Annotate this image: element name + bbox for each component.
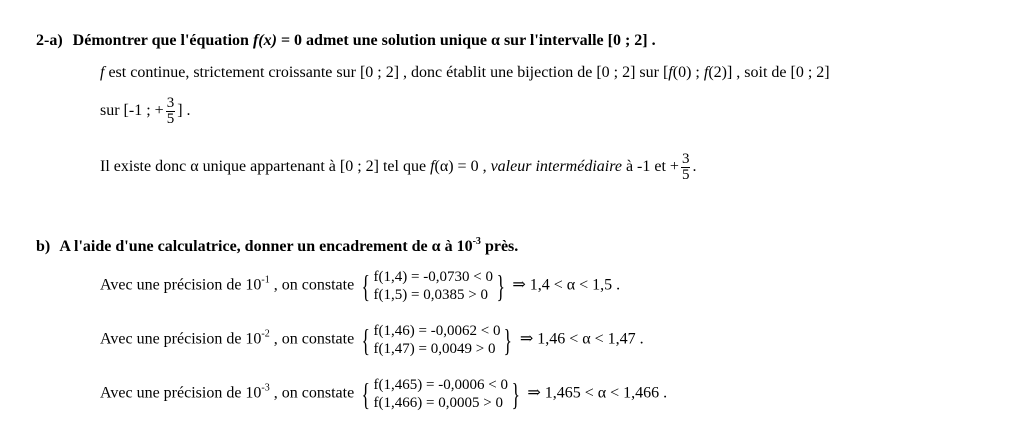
row-text: Avec une précision de 10 [100,330,262,348]
precision-row-3 [100,376,667,412]
exponent: -2 [261,328,270,340]
question-2a-heading [36,32,656,50]
alpha-symbol: α [491,32,500,49]
equation-system [358,322,516,358]
paragraph-text: (α) = 0 , [434,158,487,176]
interval-result: 1,465 < α < 1,466 . [544,384,668,402]
interval-result: 1,46 < α < 1,47 . [537,330,644,348]
row-text: Avec une précision de 10 [100,384,262,402]
implies-arrow: ⇒ [527,384,541,402]
answer-paragraph-1 [100,64,830,82]
fraction-numerator: 3 [681,151,690,167]
paragraph-text: sur [-1 ; + [100,102,164,120]
paragraph-text: à -1 et + [621,158,679,176]
paragraph-text: Il existe donc [100,158,187,176]
fraction-denominator: 5 [681,167,690,183]
row-text: , on constate [269,276,355,294]
function-symbol: f [430,158,435,176]
answer-paragraph-3 [100,152,696,183]
function-symbol: f [100,64,105,81]
system-line: f(1,5) = 0,0385 > 0 [373,287,488,303]
question-label: b) [36,238,51,255]
function-symbol: f [703,64,709,81]
paragraph-text: (2)] , soit de [0 ; 2] [708,64,830,81]
right-brace: } [511,376,520,412]
precision-row-2 [100,322,644,358]
exponent: -3 [261,382,270,394]
implies-arrow: ⇒ [512,276,526,294]
heading-text: près. [480,238,519,255]
left-brace: { [361,376,371,412]
left-brace: { [361,268,371,304]
equation-system [358,376,523,412]
interval-result: 1,4 < α < 1,5 . [529,276,621,294]
fraction [166,96,176,127]
equation-system [358,268,508,304]
alpha-symbol: α [190,158,199,176]
answer-paragraph-2 [100,96,191,127]
row-text: , on constate [269,384,355,402]
heading-text: Démontrer que l'équation [72,32,249,49]
question-b-heading [36,238,518,256]
system-line: f(1,46) = -0,0062 < 0 [373,323,501,339]
fraction-denominator: 5 [166,111,175,127]
paragraph-text: . [692,158,697,176]
italic-term: valeur intermédiaire [490,158,622,176]
function-symbol: f [668,64,673,81]
alpha-symbol: α [431,238,441,255]
heading-text: à 10 [444,238,473,255]
row-text: , on constate [269,330,355,348]
heading-text: = 0 admet une solution unique [280,32,487,49]
fraction [681,152,691,183]
system-line: f(1,4) = -0,0730 < 0 [373,269,493,285]
paragraph-text: est continue, strictement croissante sur [0 ; 2] , donc établit une bijection de [0 ; 2] sur [ [108,64,669,81]
paragraph-text: ] . [177,102,191,120]
function-symbol: f(x) [252,32,277,49]
paragraph-text: unique appartenant à [0 ; 2] tel que [202,158,427,176]
system-line: f(1,465) = -0,0006 < 0 [373,377,508,393]
exponent: -1 [261,274,270,286]
system-line: f(1,466) = 0,0005 > 0 [373,395,503,411]
question-label: 2-a) [36,32,63,49]
heading-text: sur l'intervalle [0 ; 2] . [503,32,656,49]
precision-row-1 [100,268,620,304]
heading-text: A l'aide d'une calculatrice, donner un encadrement de [59,238,428,255]
row-text: Avec une précision de 10 [100,276,262,294]
exponent: -3 [472,236,481,247]
right-brace: } [503,322,513,358]
left-brace: { [361,322,371,358]
fraction-numerator: 3 [166,95,175,111]
paragraph-text: (0) ; [672,64,700,81]
implies-arrow: ⇒ [519,330,534,348]
system-line: f(1,47) = 0,0049 > 0 [373,341,496,357]
right-brace: } [496,268,505,304]
